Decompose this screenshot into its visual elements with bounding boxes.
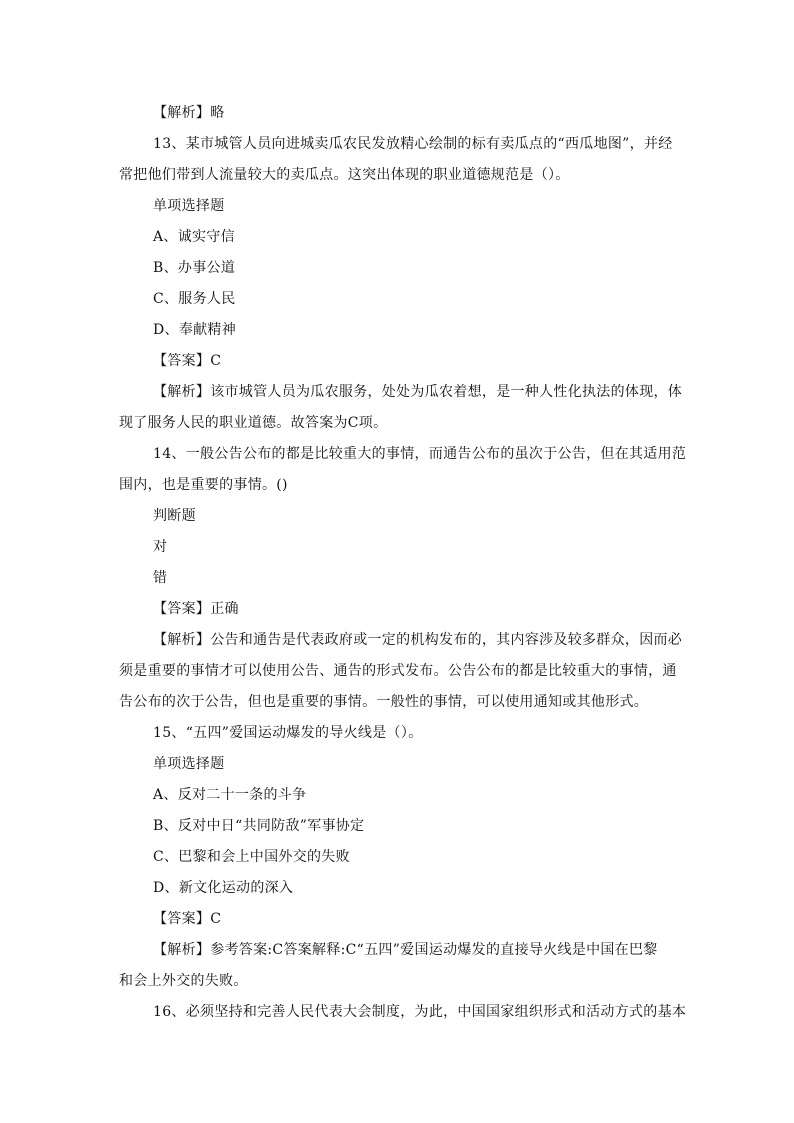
question-13-text-cont: 常把他们带到人流量较大的卖瓜点。这突出体现的职业道德规范是（）。 xyxy=(119,167,570,183)
question-15-option-c: C、巴黎和会上中国外交的失败 xyxy=(153,849,350,865)
question-13-type: 单项选择题 xyxy=(153,198,225,214)
question-15-option-b: B、反对中日“共同防敌”军事协定 xyxy=(153,818,365,834)
question-13-option-c: C、服务人民 xyxy=(153,291,236,307)
question-16-text: 16、必须坚持和完善人民代表大会制度，为此，中国国家组织形式和活动方式的基本 xyxy=(153,1004,687,1020)
question-14-option-true: 对 xyxy=(153,539,168,555)
question-15-text: 15、“五四”爱国运动爆发的导火线是（）。 xyxy=(153,725,423,741)
question-14-analysis: 【解析】公告和通告是代表政府或一定的机构发布的，其内容涉及较多群众，因而必 xyxy=(153,632,683,648)
analysis-q12: 【解析】略 xyxy=(153,105,225,121)
question-15-option-d: D、新文化运动的深入 xyxy=(153,880,294,896)
question-13-option-a: A、诚实守信 xyxy=(153,229,235,245)
question-14-analysis-cont-1: 须是重要的事情才可以使用公告、通告的形式发布。公告公布的都是比较重大的事情，通 xyxy=(119,663,677,679)
question-15-analysis-cont: 和会上外交的失败。 xyxy=(119,973,248,989)
question-15-answer: 【答案】C xyxy=(153,911,222,927)
question-14-analysis-cont-2: 告公布的次于公告，但也是重要的事情。一般性的事情，可以使用通知或其他形式。 xyxy=(119,694,649,710)
question-14-type: 判断题 xyxy=(153,508,196,524)
question-13-answer: 【答案】C xyxy=(153,353,222,369)
question-15-analysis: 【解析】参考答案:C答案解释:C“五四”爱国运动爆发的直接导火线是中国在巴黎 xyxy=(153,942,658,958)
question-13-text: 13、某市城管人员向进城卖瓜农民发放精心绘制的标有卖瓜点的“西瓜地图”，并经 xyxy=(153,136,673,152)
question-13-option-d: D、奉献精神 xyxy=(153,322,237,338)
question-13-analysis: 【解析】该市城管人员为瓜农服务，处处为瓜农着想，是一种人性化执法的体现，体 xyxy=(153,384,683,400)
question-14-text: 14、一般公告公布的都是比较重大的事情，而通告公布的虽次于公告，但在其适用范 xyxy=(153,446,687,462)
question-13-analysis-cont: 现了服务人民的职业道德。故答案为C项。 xyxy=(119,415,388,431)
question-13-option-b: B、办事公道 xyxy=(153,260,236,276)
question-15-option-a: A、反对二十一条的斗争 xyxy=(153,787,307,803)
question-15-type: 单项选择题 xyxy=(153,756,225,772)
question-14-answer: 【答案】正确 xyxy=(153,601,239,617)
question-14-text-cont: 围内，也是重要的事情。() xyxy=(119,477,288,493)
question-14-option-false: 错 xyxy=(153,570,168,586)
